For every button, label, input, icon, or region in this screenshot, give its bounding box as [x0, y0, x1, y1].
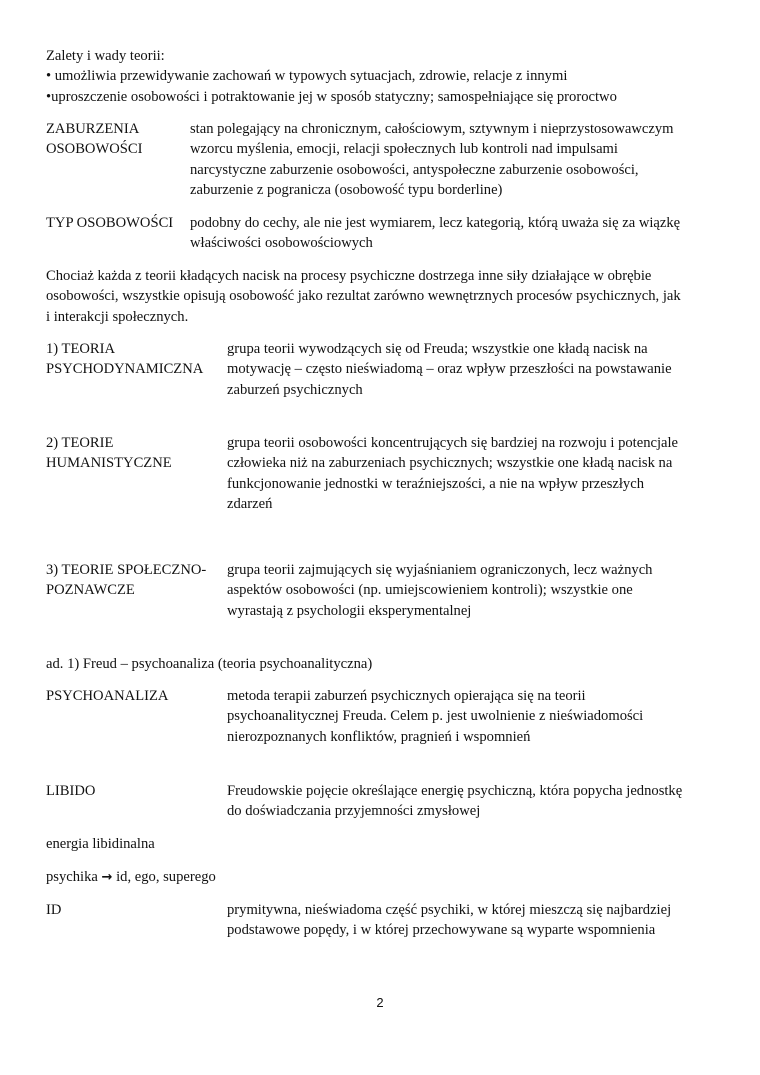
- definition-text: Freudowskie pojęcie określające energię psychiczną, która popycha jednostkę do doświadczania przyjemności zmysłowej: [227, 783, 683, 820]
- definition-term: ID: [46, 902, 62, 918]
- intro-section: [46, 46, 726, 107]
- definition-term: 3) TEORIE SPOŁECZNO- POZNAWCZE: [46, 562, 207, 599]
- libidinal-energy-line: energia libidinalna: [46, 836, 155, 852]
- definition-text: grupa teorii zajmujących się wyjaśnianiem ograniczonych, lecz ważnych aspektów osobowości (np. umiejscowieniem kontroli); wszystkie one wyrastają z psychologii eksperymentalnej: [227, 562, 653, 619]
- intro-con-item: •uproszczenie osobowości i potraktowanie jej w sposób statyczny; samospełniające się proroctwo: [46, 88, 617, 105]
- psyche-components: id, ego, superego: [112, 869, 216, 885]
- definition-text: prymitywna, nieświadoma część psychiki, w której mieszczą się najbardziej podstawowe popędy, i w której przechowywane są wyparte wspomnienia: [227, 902, 672, 939]
- definition-term: ZABURZENIA OSOBOWOŚCI: [46, 121, 143, 158]
- definition-text: podobny do cechy, ale nie jest wymiarem, lecz kategorią, którą uważa się za wiązkę właściwości osobowościowych: [190, 215, 681, 252]
- body-paragraph: Chociaż każda z teorii kładących nacisk na procesy psychiczne dostrzega inne siły działające w obrębie osobowości, wszystkie opisują osobowość jako rezultat zarówno wewnętrznych procesów psychicznych, jak i interakcji społecznych.: [46, 268, 681, 325]
- psyche-structure-line: [46, 867, 726, 888]
- freud-heading: ad. 1) Freud – psychoanaliza (teoria psychoanalityczna): [46, 656, 373, 672]
- intro-pro-item: • umożliwia przewidywanie zachowań w typowych sytuacjach, zdrowie, relacje z innymi: [46, 68, 568, 85]
- definition-text: stan polegający na chronicznym, całościowym, sztywnym i nieprzystosowawczym wzorcu myślenia, emocji, relacji społecznych lub kontroli nad impulsami narcystyczne zaburzenie osobowości, antyspołeczne zaburzenie osobowości, zaburzenie z pogranicza (osobowość typu borderline): [190, 121, 674, 198]
- page-number: 2: [376, 995, 384, 1010]
- definition-term: 1) TEORIA PSYCHODYNAMICZNA: [46, 341, 204, 378]
- psyche-word: psychika: [46, 869, 98, 885]
- definition-term: PSYCHOANALIZA: [46, 688, 169, 704]
- definition-text: metoda terapii zaburzeń psychicznych opierająca się na teorii psychoanalitycznej Freuda. Celem p. jest uwolnienie z nieświadomości nierozpoznanych konfliktów, pragnień i wspomnień: [227, 688, 644, 745]
- definition-term: TYP OSOBOWOŚCI: [46, 215, 174, 231]
- intro-heading: Zalety i wady teorii:: [46, 48, 165, 64]
- definition-term: LIBIDO: [46, 783, 96, 799]
- definition-text: grupa teorii wywodzących się od Freuda; wszystkie one kładą nacisk na motywację – często nieświadomą – oraz wpływ przeszłości na powstawanie zaburzeń psychicznych: [227, 341, 672, 398]
- right-arrow-icon: →: [101, 870, 113, 885]
- definition-term: 2) TEORIE HUMANISTYCZNE: [46, 435, 172, 472]
- definition-text: grupa teorii osobowości koncentrujących się bardziej na rozwoju i potencjale człowieka niż na zaburzeniach psychicznych; wszystkie one kładą nacisk na funkcjonowanie jednostki w teraźniejszości, a nie na wpływ przeszłych zdarzeń: [227, 435, 679, 512]
